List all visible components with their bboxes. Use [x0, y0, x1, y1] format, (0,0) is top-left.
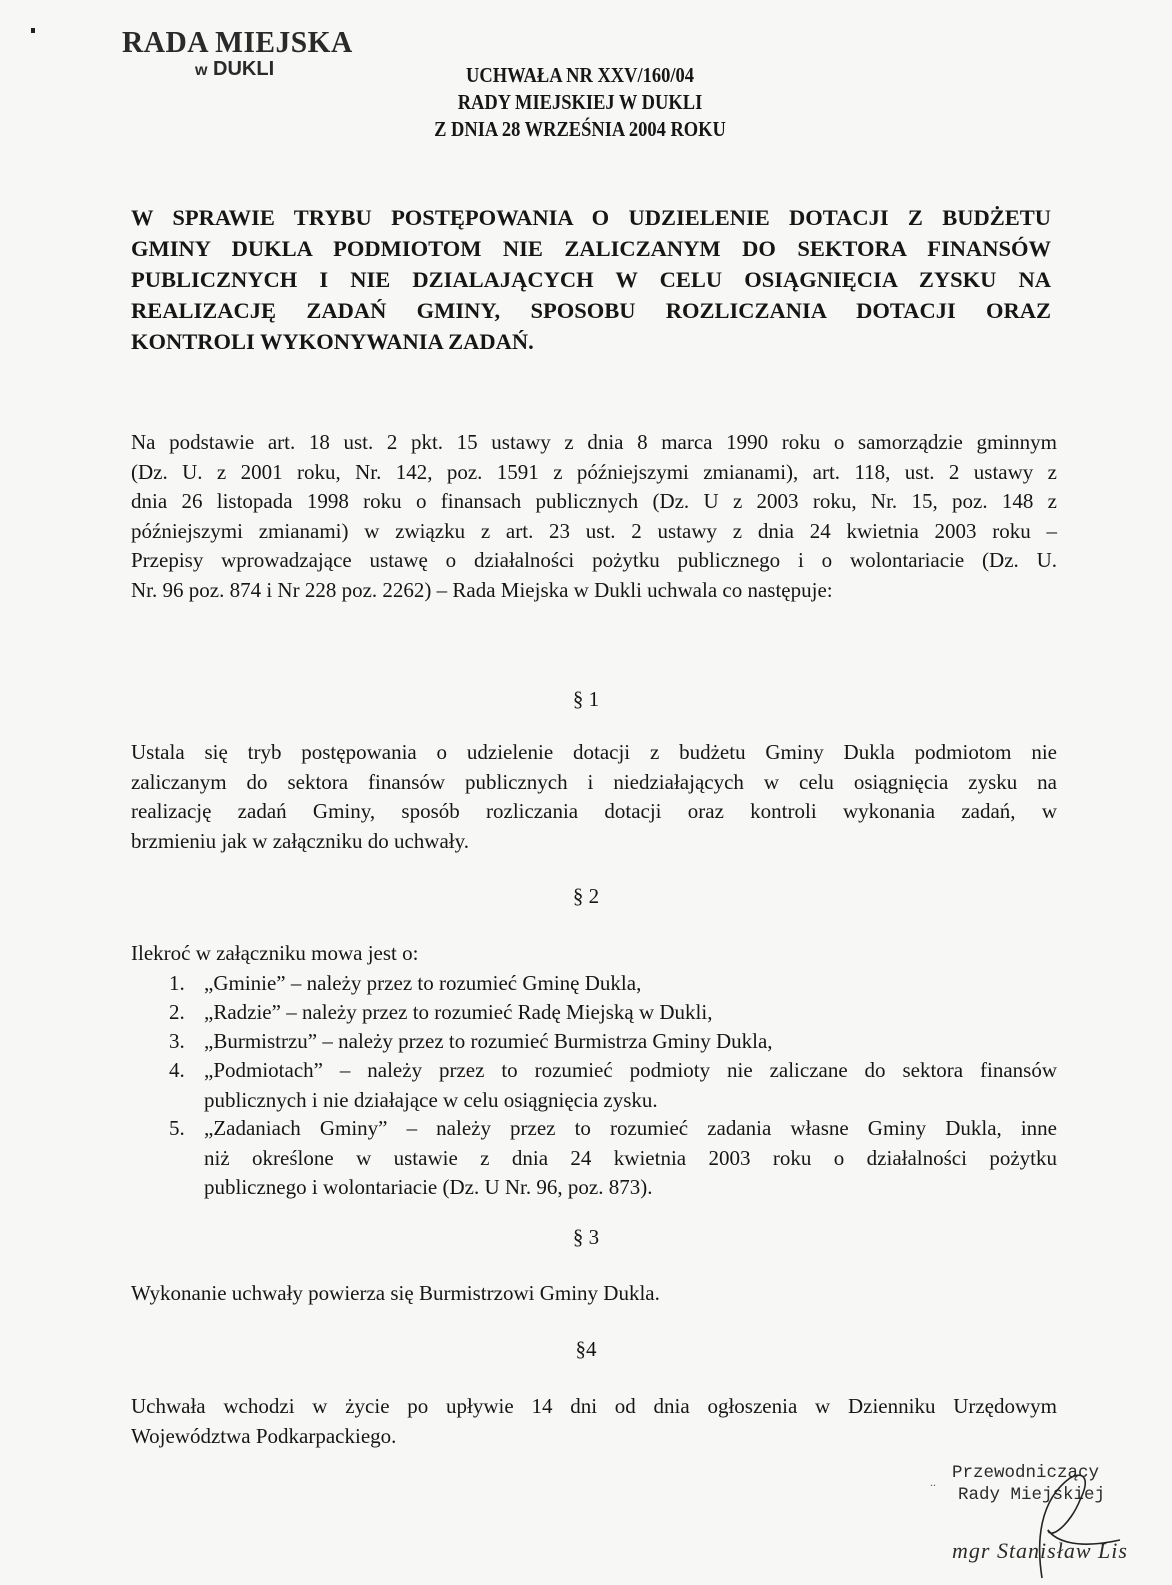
- scan-speck: [31, 28, 35, 33]
- subject-line: W SPRAWIE TRYBU POSTĘPOWANIA O UDZIELENIE DOTACJI Z BUDŻETU: [131, 205, 1051, 230]
- signature-title-line2: Rady Miejskiej: [958, 1485, 1106, 1505]
- section-1-line: brzmieniu jak w załączniku do uchwały.: [131, 828, 470, 853]
- preamble: [131, 428, 1057, 605]
- stamp-line1: RADA MIEJSKA: [122, 24, 353, 59]
- section-4-line: Województwa Podkarpackiego.: [131, 1423, 397, 1448]
- section-1-body: [131, 738, 1057, 856]
- resolution-number: UCHWAŁA NR XXV/160/04: [466, 63, 694, 87]
- preamble-line: (Dz. U. z 2001 roku, Nr. 142, poz. 1591 z późniejszymi zmianami), art. 118, ust. 2 ustawy z: [131, 459, 1057, 484]
- definition-number: 1.: [169, 971, 185, 995]
- resolution-subject: [131, 202, 1051, 357]
- subject-line: GMINY DUKLA PODMIOTOM NIE ZALICZANYM DO SEKTORA FINANSÓW: [131, 236, 1051, 261]
- resolution-header: [386, 62, 773, 143]
- preamble-line: Nr. 96 poz. 874 i Nr 228 poz. 2262) – Rada Miejska w Dukli uchwala co następuje:: [131, 577, 833, 602]
- subject-line: REALIZACJĘ ZADAŃ GMINY, SPOSOBU ROZLICZANIA DOTACJI ORAZ: [131, 298, 1051, 323]
- definition-text: niż określone w ustawie z dnia 24 kwietnia 2003 roku o działalności pożytku: [204, 1145, 1057, 1170]
- preamble-line: Na podstawie art. 18 ust. 2 pkt. 15 ustawy z dnia 8 marca 1990 roku o samorządzie gminnym: [131, 430, 1057, 454]
- definition-text: „Gminie” – należy przez to rozumieć Gminę Dukla,: [204, 971, 642, 995]
- definition-number: 5.: [169, 1116, 185, 1140]
- definition-text: publicznych i nie działające w celu osiągnięcia zysku.: [204, 1087, 658, 1112]
- section-3-line: Wykonanie uchwały powierza się Burmistrzowi Gminy Dukla.: [131, 1281, 660, 1305]
- stamp-line2: [195, 58, 365, 81]
- section-2-heading: § 2: [572, 884, 600, 908]
- section-3-heading: § 3: [572, 1225, 600, 1249]
- preamble-line: Przepisy wprowadzające ustawę o działalności pożytku publicznego i o wolontariacie (Dz. U.: [131, 548, 1057, 572]
- definition-text: „Podmiotach” – należy przez to rozumieć podmioty nie zaliczane do sektora finansów: [204, 1058, 1057, 1082]
- signature-stroke: [1040, 1475, 1120, 1578]
- section-4-heading: §4: [575, 1337, 597, 1361]
- scan-mark: ..: [930, 1475, 936, 1489]
- section-1-line: Ustala się tryb postępowania o udzielenie dotacji z budżetu Gminy Dukla podmiotom nie: [131, 740, 1057, 764]
- section-3-body: [131, 1279, 1057, 1309]
- stamp-line2-text: DUKLI: [213, 58, 275, 80]
- preamble-line: dnia 26 listopada 1998 roku o finansach publicznych (Dz. U z 2003 roku, Nr. 15, poz. 148 z: [131, 489, 1057, 513]
- definition-number: 3.: [169, 1029, 185, 1053]
- council-stamp: [122, 24, 365, 81]
- subject-line: KONTROLI WYKONYWANIA ZADAŃ.: [131, 329, 534, 354]
- section-1-line: realizację zadań Gminy, sposób rozliczania dotacji oraz kontroli wykonania zadań, w: [131, 799, 1057, 823]
- section-4-line: Uchwała wchodzi w życie po upływie 14 dni od dnia ogłoszenia w Dzienniku Urzędowym: [131, 1394, 1057, 1418]
- definition-text: „Zadaniach Gminy” – należy przez to rozumieć zadania własne Gminy Dukla, inne: [204, 1116, 1057, 1140]
- handwritten-signature: [1030, 1470, 1150, 1585]
- resolution-date: Z DNIA 28 WRZEŚNIA 2004 ROKU: [434, 117, 726, 141]
- preamble-line: późniejszymi zmianami) w związku z art. 23 ust. 2 ustawy z dnia 24 kwietnia 2003 roku –: [131, 518, 1057, 543]
- signature-title-line1: Przewodniczący: [952, 1463, 1100, 1483]
- section-2-intro: [131, 939, 1057, 969]
- definition-number: 2.: [169, 1000, 185, 1024]
- definition-text: „Burmistrzu” – należy przez to rozumieć Burmistrza Gminy Dukla,: [204, 1029, 773, 1053]
- resolution-council: RADY MIEJSKIEJ W DUKLI: [457, 90, 703, 114]
- section-2-intro-text: Ilekroć w załączniku mowa jest o:: [131, 941, 419, 965]
- section-4-body: [131, 1392, 1057, 1451]
- definition-number: 4.: [169, 1058, 185, 1082]
- subject-line: PUBLICZNYCH I NIE DZIALAJĄCYCH W CELU OSIĄGNIĘCIA ZYSKU NA: [131, 267, 1051, 292]
- signature-name: mgr Stanisław Lis: [952, 1538, 1128, 1563]
- stamp-line2-prefix: w: [195, 62, 208, 79]
- definition-text: publicznego i wolontariacie (Dz. U Nr. 96, poz. 873).: [204, 1175, 653, 1199]
- definition-text: „Radzie” – należy przez to rozumieć Radę Miejską w Dukli,: [204, 1000, 713, 1024]
- section-1-line: zaliczanym do sektora finansów publicznych i niedziałających w celu osiągnięcia zysku na: [131, 769, 1057, 794]
- section-1-heading: § 1: [572, 687, 600, 711]
